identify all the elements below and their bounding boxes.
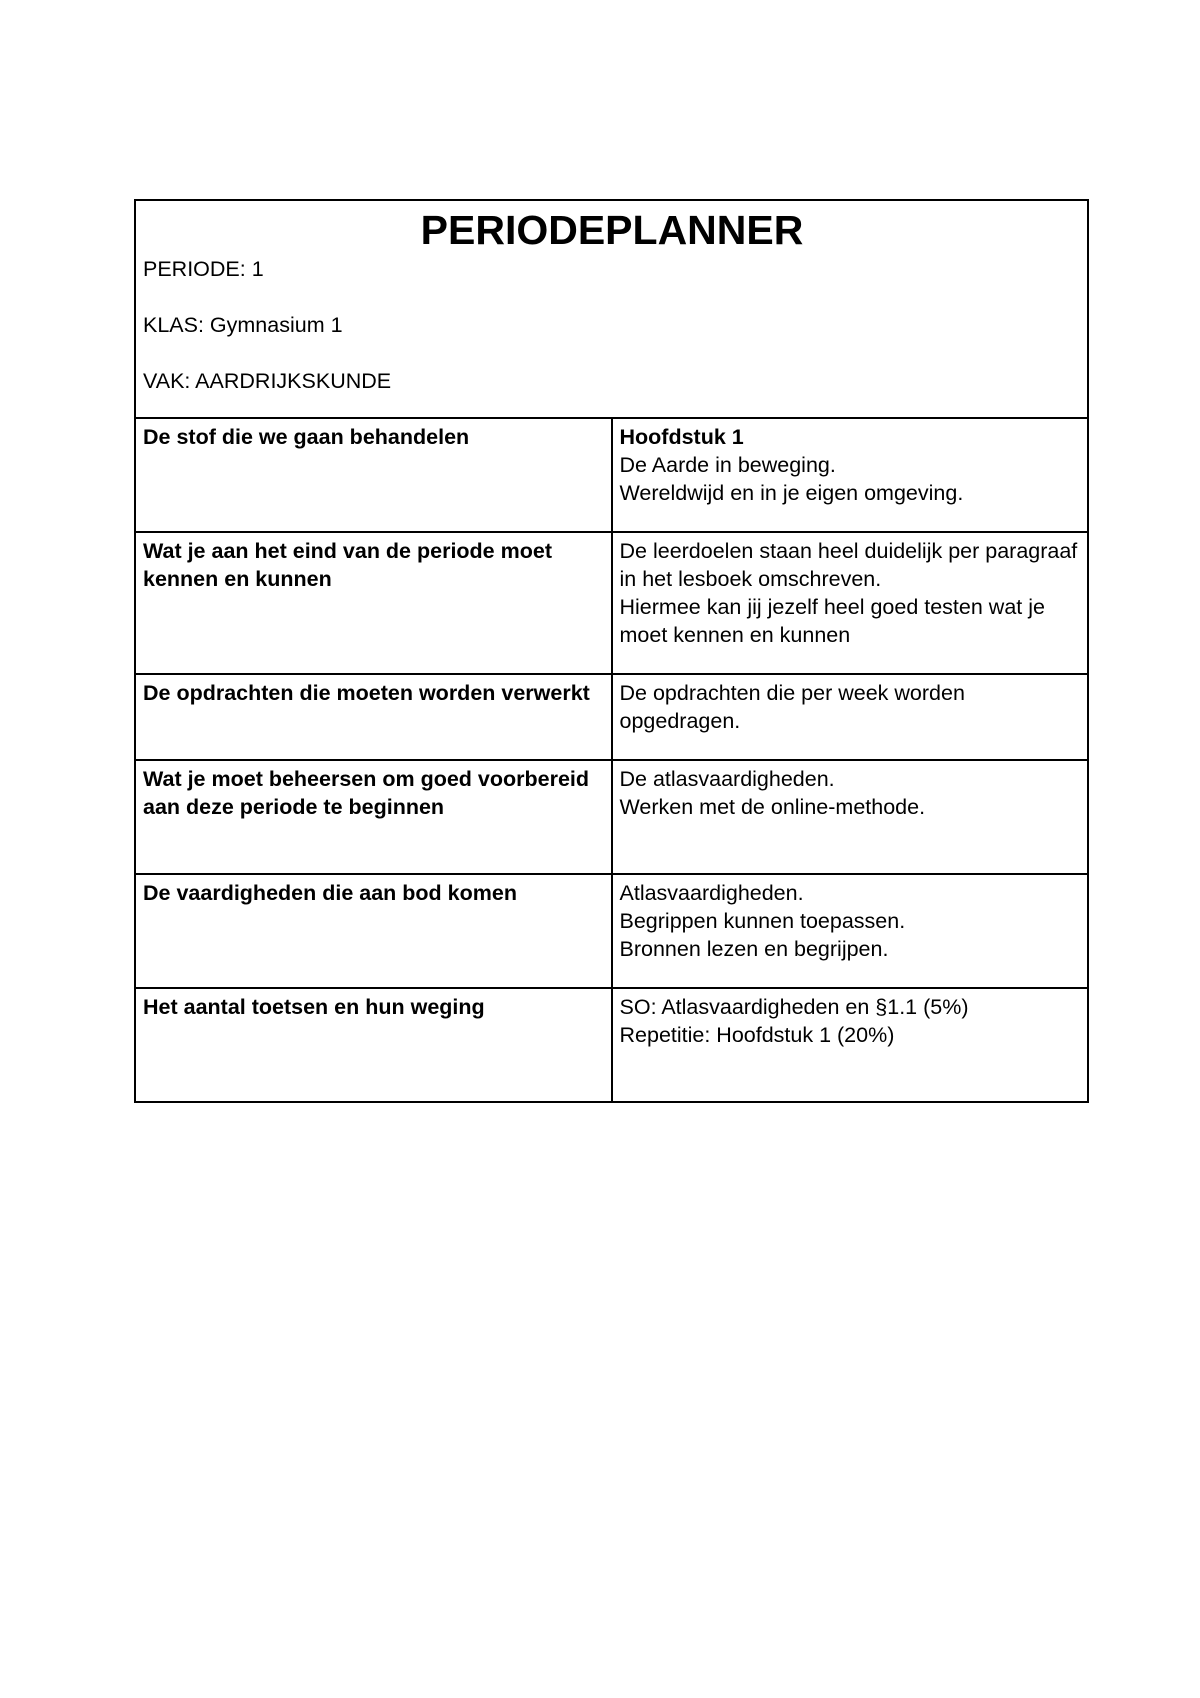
value-line: Hiermee kan jij jezelf heel goed testen wat je moet kennen en kunnen — [619, 595, 1045, 647]
row-label: De vaardigheden die aan bod komen — [135, 874, 612, 988]
table-row — [135, 532, 1088, 674]
value-line: Begrippen kunnen toepassen. — [619, 909, 906, 933]
row-label: Wat je moet beheersen om goed voorbereid aan deze periode te beginnen — [135, 760, 612, 874]
row-label: Wat je aan het eind van de periode moet kennen en kunnen — [135, 532, 612, 674]
table-row — [135, 418, 1088, 532]
value-line: De atlasvaardigheden. — [619, 767, 835, 791]
value-line: De leerdoelen staan heel duidelijk per paragraaf in het lesboek omschreven. — [619, 539, 1078, 591]
header-cell — [135, 200, 1088, 418]
row-label: De opdrachten die moeten worden verwerkt — [135, 674, 612, 760]
header-row — [135, 200, 1088, 418]
row-value — [612, 988, 1089, 1102]
table-row — [135, 674, 1088, 760]
row-label: Het aantal toetsen en hun weging — [135, 988, 612, 1102]
value-line: Bronnen lezen en begrijpen. — [619, 937, 889, 961]
row-value — [612, 674, 1089, 760]
table-row — [135, 874, 1088, 988]
value-line: SO: Atlasvaardigheden en §1.1 (5%) — [619, 995, 969, 1019]
row-value — [612, 760, 1089, 874]
value-line: De opdrachten die per week worden opgedragen. — [619, 681, 965, 733]
page-title: PERIODEPLANNER — [420, 207, 804, 253]
value-line: Werken met de online-methode. — [619, 795, 926, 819]
value-line: Atlasvaardigheden. — [619, 881, 804, 905]
table-row — [135, 760, 1088, 874]
value-line: Repetitie: Hoofdstuk 1 (20%) — [619, 1023, 895, 1047]
chapter-heading: Hoofdstuk 1 — [619, 425, 744, 449]
row-label: De stof die we gaan behandelen — [135, 418, 612, 532]
table-row — [135, 988, 1088, 1102]
row-value — [612, 532, 1089, 674]
value-line: Wereldwijd en in je eigen omgeving. — [619, 481, 964, 505]
row-value — [612, 874, 1089, 988]
periode-line: PERIODE: 1 — [143, 257, 264, 281]
periodeplanner-table — [134, 199, 1089, 1103]
row-value — [612, 418, 1089, 532]
vak-line: VAK: AARDRIJKSKUNDE — [143, 369, 392, 393]
value-line: De Aarde in beweging. — [619, 453, 836, 477]
klas-line: KLAS: Gymnasium 1 — [143, 313, 343, 337]
